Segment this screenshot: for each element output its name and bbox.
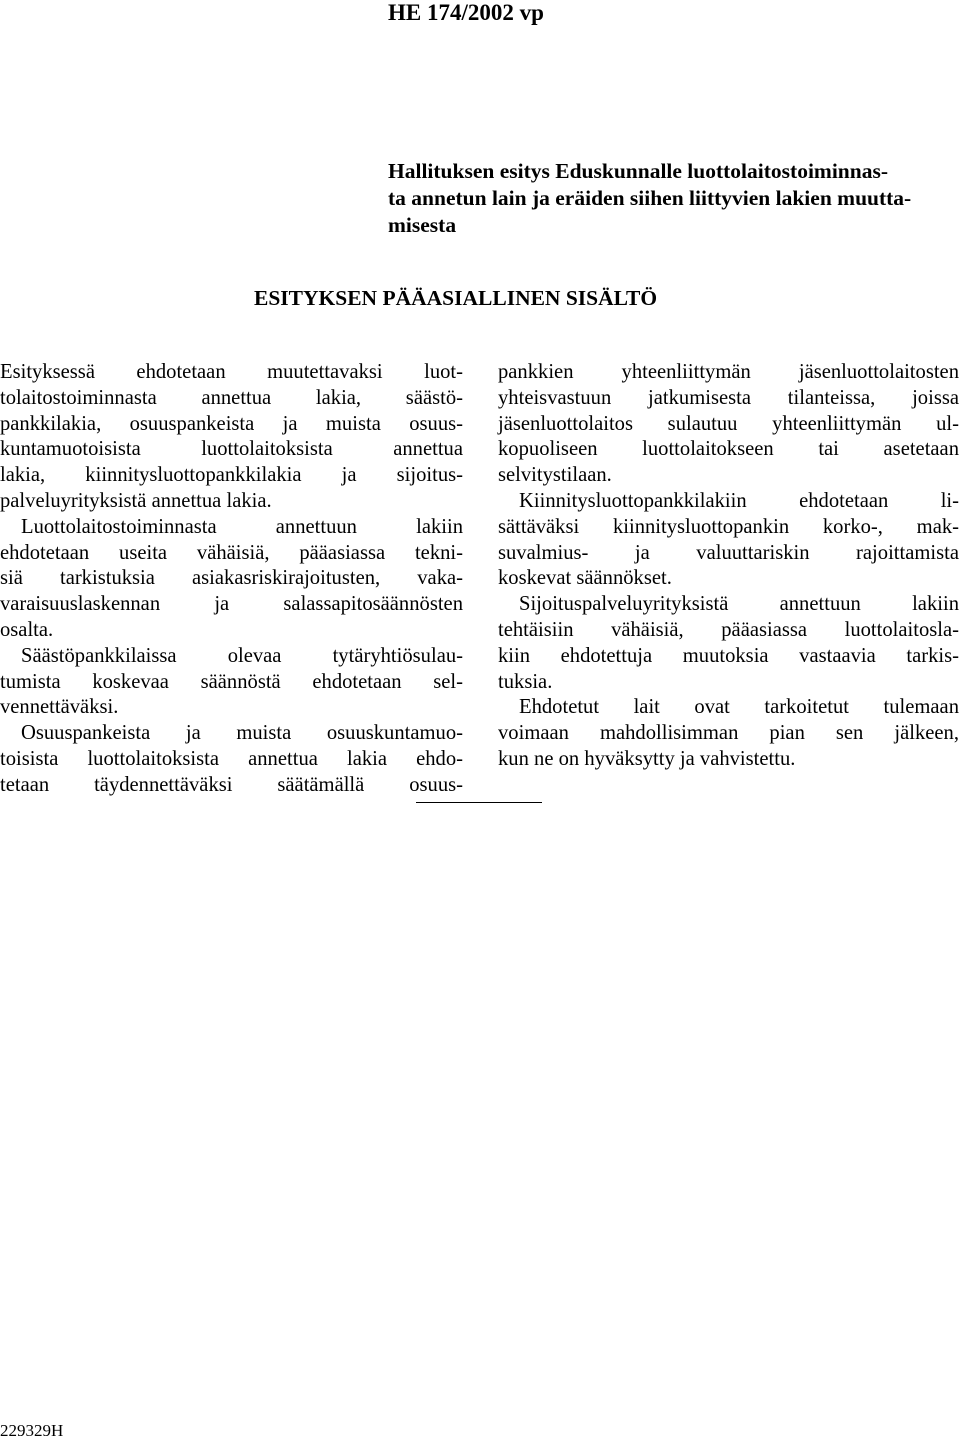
text-line: ehdotetaan useita vähäisiä, pääasiassa tekni- — [0, 541, 463, 564]
document-title — [388, 158, 958, 239]
text-line: Sijoituspalveluyrityksistä annettuun lakiin — [519, 593, 959, 616]
text-line: sättäväksi kiinnitysluottopankin korko-, mak- — [498, 515, 959, 538]
text-line: lakia, kiinnitysluottopankkilakia ja sijoitus- — [0, 464, 463, 487]
title-line: misesta — [388, 213, 457, 237]
text-line: Esityksessä ehdotetaan muutettavaksi luot- — [0, 361, 463, 383]
text-line: yhteisvastuun jatkumisesta tilanteissa, joissa — [498, 386, 959, 409]
end-rule — [416, 802, 542, 803]
text-line: suvalmius- ja valuuttariskin rajoittamista — [498, 541, 959, 564]
text-line: palveluyrityksistä annettua lakia. — [0, 489, 272, 512]
text-line: kuntamuotoisista luottolaitoksista annettua — [0, 438, 463, 461]
text-line: pankkilakia, osuuspankeista ja muista osuus- — [0, 412, 463, 435]
section-heading: ESITYKSEN PÄÄASIALLINEN SISÄLTÖ — [254, 286, 658, 310]
text-line: jäsenluottolaitos sulautuu yhteenliittymän ul- — [498, 412, 959, 435]
text-line: tolaitostoiminnasta annettua lakia, säästö- — [0, 386, 463, 409]
text-line: voimaan mahdollisimman pian sen jälkeen, — [498, 722, 959, 745]
text-line: tuksia. — [498, 670, 553, 693]
text-line: Luottolaitostoiminnasta annettuun lakiin — [21, 515, 463, 538]
text-line: Osuuspankeista ja muista osuuskuntamuo- — [21, 722, 463, 745]
footer-code: 229329H — [0, 1421, 64, 1440]
title-line: Hallituksen esitys Eduskunnalle luottolaitostoiminnas- — [388, 159, 888, 183]
text-line: koskevat säännökset. — [498, 567, 672, 590]
text-line: Ehdotetut lait ovat tarkoitetut tulemaan — [519, 696, 959, 719]
text-line: toisista luottolaitoksista annettua lakia ehdo- — [0, 747, 463, 770]
text-line: Kiinnitysluottopankkilakiin ehdotetaan li- — [519, 489, 959, 512]
text-line: tetaan täydennettäväksi säätämällä osuus- — [0, 773, 463, 796]
text-line: kiin ehdotettuja muutoksia vastaavia tarkis- — [498, 644, 959, 667]
text-line: siä tarkistuksia asiakasriskirajoitusten, vaka- — [0, 567, 463, 590]
text-line: tehtäisiin vähäisiä, pääasiassa luottolaitosla- — [498, 618, 959, 641]
text-line: tumista koskevaa säännöstä ehdotetaan sel- — [0, 670, 463, 693]
document-id: HE 174/2002 vp — [388, 0, 544, 25]
text-line: selvitystilaan. — [498, 464, 612, 487]
text-line: Säästöpankkilaissa olevaa tytäryhtiösulau- — [21, 644, 463, 667]
text-line: pankkien yhteenliittymän jäsenluottolaitosten — [498, 361, 959, 383]
right-column — [498, 360, 959, 773]
left-column — [0, 360, 463, 799]
text-line: varaisuuslaskennan ja salassapitosäännösten — [0, 593, 463, 616]
title-line: ta annetun lain ja eräiden siihen liittyvien lakien muutta- — [388, 186, 912, 210]
text-line: osalta. — [0, 618, 54, 641]
text-line: kopuoliseen luottolaitokseen tai asetetaan — [498, 438, 959, 461]
text-line: kun ne on hyväksytty ja vahvistettu. — [498, 747, 796, 770]
text-line: vennettäväksi. — [0, 696, 119, 719]
